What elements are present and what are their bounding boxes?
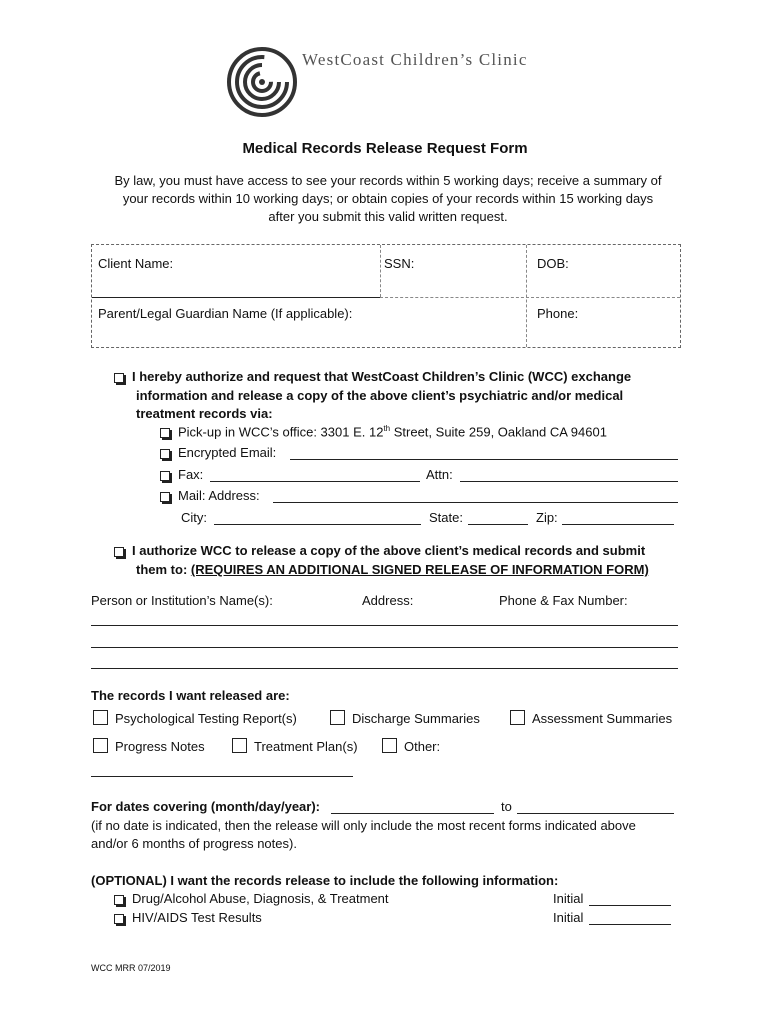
pickup-sup: th: [383, 424, 391, 433]
recipient-line[interactable]: [91, 647, 678, 648]
intro-paragraph: [88, 172, 688, 226]
other-label: Other:: [404, 739, 441, 754]
spiral-logo-icon: [226, 46, 298, 118]
intro-line: By law, you must have access to see your records within 5 working days; receive a summary of: [114, 173, 662, 188]
recipient-line[interactable]: [91, 625, 678, 626]
recipient-line[interactable]: [91, 668, 678, 669]
email-line[interactable]: [290, 459, 678, 460]
discharge-label: Discharge Summaries: [352, 711, 480, 726]
authorize-release-checkbox[interactable]: [114, 547, 124, 557]
treatment-plan-label: Treatment Plan(s): [254, 739, 358, 754]
email-checkbox[interactable]: [160, 449, 170, 459]
assessment-label: Assessment Summaries: [532, 711, 673, 726]
discharge-checkbox[interactable]: [330, 710, 345, 725]
other-checkbox[interactable]: [382, 738, 397, 753]
date-from-line[interactable]: [331, 813, 494, 814]
progress-notes-label: Progress Notes: [115, 739, 205, 754]
form-title: Medical Records Release Request Form: [242, 140, 528, 157]
drug-alcohol-checkbox[interactable]: [114, 895, 124, 905]
clinic-logo: [226, 46, 298, 118]
hiv-aids-checkbox[interactable]: [114, 914, 124, 924]
recipient-address-header: Address:: [362, 593, 414, 608]
drug-alcohol-label: Drug/Alcohol Abuse, Diagnosis, & Treatment: [132, 891, 389, 906]
phone-field[interactable]: Phone:: [537, 306, 579, 321]
treatment-plan-checkbox[interactable]: [232, 738, 247, 753]
email-label: Encrypted Email:: [178, 445, 277, 460]
psych-testing-label: Psychological Testing Report(s): [115, 711, 297, 726]
pickup-option-rest: Street, Suite 259, Oakland CA 94601: [390, 424, 607, 440]
client-name-field[interactable]: Client Name:: [98, 256, 174, 271]
initial-label: Initial: [553, 910, 584, 925]
pickup-checkbox[interactable]: [160, 428, 170, 438]
date-to-line[interactable]: [517, 813, 674, 814]
city-line[interactable]: [214, 524, 421, 525]
pickup-option: Pick-up in WCC’s office: 3301 E. 12: [178, 424, 384, 440]
guardian-name-field[interactable]: Parent/Legal Guardian Name (If applicable):: [98, 306, 353, 321]
fax-checkbox[interactable]: [160, 471, 170, 481]
state-label: State:: [429, 510, 463, 525]
form-footer: WCC MRR 07/2019: [91, 963, 171, 973]
attn-label: Attn:: [426, 467, 453, 482]
zip-label: Zip:: [536, 510, 558, 525]
authorize-release-prefix: them to:: [136, 562, 191, 577]
state-line[interactable]: [468, 524, 528, 525]
authorize-release-requirement: (REQUIRES AN ADDITIONAL SIGNED RELEASE OF INFORMATION FORM): [190, 562, 649, 577]
dates-note: and/or 6 months of progress notes).: [91, 836, 297, 851]
authorize-exchange-text: treatment records via:: [136, 406, 273, 421]
initial-line[interactable]: [589, 905, 671, 906]
hiv-aids-label: HIV/AIDS Test Results: [132, 910, 262, 925]
recipient-phone-header: Phone & Fax Number:: [499, 593, 628, 608]
records-heading: The records I want released are:: [91, 688, 290, 703]
clinic-name: WestCoast Children’s Clinic: [302, 50, 528, 69]
zip-line[interactable]: [562, 524, 674, 525]
attn-line[interactable]: [460, 481, 678, 482]
fax-line[interactable]: [210, 481, 420, 482]
ssn-field[interactable]: SSN:: [384, 256, 415, 271]
psych-testing-checkbox[interactable]: [93, 710, 108, 725]
assessment-checkbox[interactable]: [510, 710, 525, 725]
city-label: City:: [181, 510, 207, 525]
recipient-name-header: Person or Institution’s Name(s):: [91, 593, 273, 608]
address-line[interactable]: [273, 502, 678, 503]
authorize-exchange-text: information and release a copy of the above client’s psychiatric and/or medical: [136, 388, 624, 403]
optional-heading: (OPTIONAL) I want the records release to include the following information:: [91, 873, 559, 888]
fax-label: Fax:: [178, 467, 204, 482]
initial-label: Initial: [553, 891, 584, 906]
mail-label: Mail: Address:: [178, 488, 260, 503]
mail-checkbox[interactable]: [160, 492, 170, 502]
dates-to-label: to: [501, 799, 512, 814]
authorize-release-text: I authorize WCC to release a copy of the above client’s medical records and submit: [132, 543, 646, 558]
intro-line: after you submit this valid written request.: [268, 209, 508, 224]
initial-line[interactable]: [589, 924, 671, 925]
other-line[interactable]: [91, 776, 353, 777]
intro-line: your records within 10 working days; or obtain copies of your records within 15 working days: [122, 191, 654, 206]
dob-field[interactable]: DOB:: [537, 256, 569, 271]
authorize-exchange-checkbox[interactable]: [114, 373, 124, 383]
progress-notes-checkbox[interactable]: [93, 738, 108, 753]
authorize-exchange-text: I hereby authorize and request that WestCoast Children’s Clinic (WCC) exchange: [132, 369, 632, 384]
dates-note: (if no date is indicated, then the release will only include the most recent forms indicated above: [91, 818, 636, 833]
dates-label: For dates covering (month/day/year):: [91, 799, 320, 814]
